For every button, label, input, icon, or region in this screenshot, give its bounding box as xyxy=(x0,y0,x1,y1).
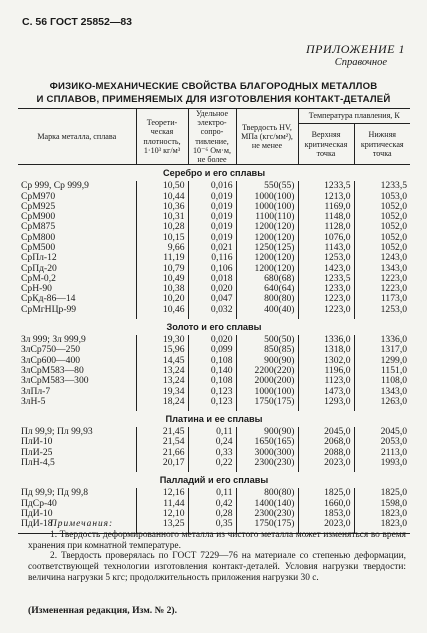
cell-lower-point: 1343,0 xyxy=(380,262,408,274)
cell-hardness: 1200(120) xyxy=(236,233,298,243)
table-row xyxy=(18,437,410,447)
cell-density: 13,24 xyxy=(136,366,188,376)
cell-hardness: 1200(120) xyxy=(236,264,298,274)
header-lower-point: Нижняя критическая точка xyxy=(354,124,410,165)
cell-upper-point: 1233,5 xyxy=(298,274,354,284)
cell-density: 10,28 xyxy=(136,222,188,232)
cell-density: 21,66 xyxy=(136,448,188,458)
cell-upper-point: 1302,0 xyxy=(298,356,354,366)
cell-density: 10,79 xyxy=(136,264,188,274)
cell-grade: ПлИ-10 xyxy=(18,437,136,447)
cell-resistivity: 0,021 xyxy=(188,243,236,253)
section-title: Платина и ее сплавы xyxy=(165,414,263,425)
cell-hardness: 2200(220) xyxy=(236,366,298,376)
cell-upper-point: 1293,0 xyxy=(298,397,354,407)
cell-hardness: 1650(165) xyxy=(236,437,298,447)
cell-density: 19,34 xyxy=(136,387,188,397)
cell-density: 20,17 xyxy=(136,458,188,468)
cell-grade: СрМгНЦр-99 xyxy=(18,305,136,315)
cell-upper-point: 1853,0 xyxy=(298,509,354,519)
cell-density: 12,10 xyxy=(136,509,188,519)
cell-density: 13,25 xyxy=(136,519,188,529)
cell-lower-point: 1243,0 xyxy=(380,252,408,264)
cell-lower-point: 1052,0 xyxy=(380,221,408,233)
cell-lower-point: 1253,0 xyxy=(380,303,408,315)
table-row xyxy=(18,181,410,191)
cell-upper-point: 1169,0 xyxy=(298,202,354,212)
cell-density: 15,96 xyxy=(136,345,188,355)
edition-note: (Измененная редакция, Изм. № 2). xyxy=(28,605,178,616)
table-row xyxy=(18,397,410,407)
cell-lower-point: 1299,0 xyxy=(380,354,408,366)
cell-lower-point: 1598,0 xyxy=(380,497,408,509)
cell-hardness: 3000(300) xyxy=(236,448,298,458)
cell-grade: СрМ-0,2 xyxy=(18,274,136,284)
cell-grade: СрПл-12 xyxy=(18,253,136,263)
cell-grade: СрМ800 xyxy=(18,233,136,243)
cell-grade: СрКд-86—14 xyxy=(18,294,136,304)
cell-resistivity: 0,108 xyxy=(188,356,236,366)
cell-resistivity: 0,33 xyxy=(188,448,236,458)
cell-grade: ЗлСр600—400 xyxy=(18,356,136,366)
cell-hardness: 900(90) xyxy=(236,356,298,366)
cell-resistivity: 0,116 xyxy=(188,253,236,263)
cell-lower-point: 1343,0 xyxy=(380,385,408,397)
cell-density: 10,49 xyxy=(136,274,188,284)
cell-hardness: 1000(100) xyxy=(236,192,298,202)
cell-resistivity: 0,28 xyxy=(188,509,236,519)
cell-hardness: 800(80) xyxy=(236,488,298,498)
cell-density: 19,30 xyxy=(136,335,188,345)
cell-grade: Пд 99,9; Пд 99,8 xyxy=(18,488,136,498)
cell-grade: ЗлПл-7 xyxy=(18,387,136,397)
cell-density: 10,36 xyxy=(136,202,188,212)
cell-density: 14,45 xyxy=(136,356,188,366)
cell-density: 9,66 xyxy=(136,243,188,253)
cell-resistivity: 0,35 xyxy=(188,519,236,529)
cell-hardness: 550(55) xyxy=(236,181,298,191)
page-header: С. 56 ГОСТ 25852—83 xyxy=(22,16,133,28)
cell-upper-point: 1143,0 xyxy=(298,243,354,253)
cell-upper-point: 1076,0 xyxy=(298,233,354,243)
cell-upper-point: 1223,0 xyxy=(298,294,354,304)
cell-hardness: 2300(230) xyxy=(236,458,298,468)
cell-resistivity: 0,019 xyxy=(188,212,236,222)
title-line-1: ФИЗИКО-МЕХАНИЧЕСКИЕ СВОЙСТВА БЛАГОРОДНЫХ МЕТАЛЛОВ xyxy=(49,81,378,92)
cell-resistivity: 0,019 xyxy=(188,222,236,232)
header-grade: Марка металла, сплава xyxy=(18,109,136,165)
cell-grade: ЗлСрМ583—300 xyxy=(18,376,136,386)
cell-resistivity: 0,032 xyxy=(188,305,236,315)
section-title: Палладий и его сплавы xyxy=(159,475,269,486)
cell-lower-point: 2045,0 xyxy=(380,426,408,438)
document-title xyxy=(0,80,427,106)
cell-resistivity: 0,108 xyxy=(188,376,236,386)
cell-resistivity: 0,140 xyxy=(188,366,236,376)
cell-lower-point: 1233,5 xyxy=(380,180,408,192)
cell-upper-point: 1148,0 xyxy=(298,212,354,222)
cell-resistivity: 0,123 xyxy=(188,387,236,397)
table-row xyxy=(18,488,410,498)
cell-lower-point: 1052,0 xyxy=(380,242,408,253)
cell-grade: ПдИ-10 xyxy=(18,509,136,519)
cell-upper-point: 1233,0 xyxy=(298,284,354,294)
section-title: Серебро и его сплавы xyxy=(162,168,266,179)
cell-lower-point: 1993,0 xyxy=(380,457,408,469)
cell-grade: ЗлСр750—250 xyxy=(18,345,136,355)
cell-hardness: 1400(140) xyxy=(236,499,298,509)
cell-density: 10,44 xyxy=(136,192,188,202)
header-melting-group: Температура плавления, К xyxy=(298,109,410,124)
cell-grade: ЗлСрМ583—80 xyxy=(18,366,136,376)
cell-lower-point: 1052,0 xyxy=(380,211,408,223)
cell-lower-point: 1108,0 xyxy=(380,375,408,387)
section-header xyxy=(18,411,410,427)
cell-density: 12,16 xyxy=(136,488,188,498)
cell-upper-point: 2023,0 xyxy=(298,458,354,468)
notes-block xyxy=(28,519,406,584)
cell-density: 10,46 xyxy=(136,305,188,315)
cell-grade: Пл 99,9; Пл 99,93 xyxy=(18,427,136,437)
cell-resistivity: 0,099 xyxy=(188,345,236,355)
cell-lower-point: 1223,0 xyxy=(380,283,408,295)
cell-upper-point: 1423,0 xyxy=(298,264,354,274)
cell-lower-point: 1823,0 xyxy=(380,518,408,530)
cell-lower-point: 1052,0 xyxy=(380,231,408,243)
cell-upper-point: 1223,0 xyxy=(298,305,354,315)
section-title: Золото и его сплавы xyxy=(166,322,262,333)
cell-hardness: 850(85) xyxy=(236,345,298,355)
cell-upper-point: 1318,0 xyxy=(298,345,354,355)
cell-upper-point: 2045,0 xyxy=(298,427,354,437)
table-row xyxy=(18,427,410,437)
cell-hardness: 1000(100) xyxy=(236,387,298,397)
cell-density: 13,24 xyxy=(136,376,188,386)
cell-density: 11,19 xyxy=(136,253,188,263)
appendix-label: ПРИЛОЖЕНИЕ 1 xyxy=(306,42,405,56)
note-2: 2. Твердость проверялась по ГОСТ 7229—76 на материале со степенью деформации, соответствующей технологии изготовления контакт-деталей. Условия нагрузки твердости: величина нагрузки 5 кгс; продолжительность приложения нагрузки 30 с. xyxy=(28,551,406,583)
cell-lower-point: 2113,0 xyxy=(380,446,408,458)
cell-grade: СрМ875 xyxy=(18,222,136,232)
cell-upper-point: 1196,0 xyxy=(298,366,354,376)
cell-grade: ПдИ-18 xyxy=(18,519,136,529)
cell-hardness: 400(40) xyxy=(236,305,298,315)
header-resistivity: Удельное электро-сопро-тивление, 10⁻⁶ Ом·м, не более xyxy=(188,109,236,165)
cell-hardness: 2300(230) xyxy=(236,509,298,519)
cell-upper-point: 1473,0 xyxy=(298,387,354,397)
cell-grade: СрМ925 xyxy=(18,202,136,212)
cell-upper-point: 1128,0 xyxy=(298,222,354,232)
cell-upper-point: 1213,0 xyxy=(298,192,354,202)
cell-density: 18,24 xyxy=(136,397,188,407)
cell-lower-point: 1151,0 xyxy=(380,364,408,376)
cell-density: 21,45 xyxy=(136,427,188,437)
cell-hardness: 1200(120) xyxy=(236,253,298,263)
table-row xyxy=(18,305,410,315)
table-body xyxy=(18,165,410,533)
cell-resistivity: 0,22 xyxy=(188,458,236,468)
cell-lower-point: 1317,0 xyxy=(380,344,408,356)
cell-lower-point: 1173,0 xyxy=(380,293,408,305)
cell-grade: СрМ500 xyxy=(18,243,136,253)
cell-lower-point: 1823,0 xyxy=(380,507,408,519)
cell-grade: ПлН-4,5 xyxy=(18,458,136,468)
header-hardness: Твердость HV, МПа (кгс/мм²), не менее xyxy=(236,109,298,165)
cell-density: 10,20 xyxy=(136,294,188,304)
cell-grade: ПлИ-25 xyxy=(18,448,136,458)
properties-table xyxy=(18,108,410,534)
cell-hardness: 1100(110) xyxy=(236,212,298,222)
cell-resistivity: 0,018 xyxy=(188,274,236,284)
notes-title: Примечания: xyxy=(50,519,114,529)
cell-hardness: 2000(200) xyxy=(236,376,298,386)
cell-lower-point: 1053,0 xyxy=(380,190,408,202)
cell-resistivity: 0,047 xyxy=(188,294,236,304)
cell-hardness: 1750(175) xyxy=(236,397,298,407)
section-header xyxy=(18,165,410,182)
cell-upper-point: 1253,0 xyxy=(298,253,354,263)
cell-resistivity: 0,020 xyxy=(188,284,236,294)
section-header xyxy=(18,472,410,488)
table-row xyxy=(18,499,410,509)
cell-upper-point: 2068,0 xyxy=(298,437,354,447)
cell-grade: Зл 999; Зл 999,9 xyxy=(18,335,136,345)
cell-upper-point: 1660,0 xyxy=(298,499,354,509)
cell-hardness: 1250(125) xyxy=(236,243,298,253)
cell-hardness: 640(64) xyxy=(236,284,298,294)
cell-resistivity: 0,123 xyxy=(188,397,236,407)
cell-resistivity: 0,106 xyxy=(188,264,236,274)
cell-resistivity: 0,11 xyxy=(188,427,236,437)
cell-upper-point: 1336,0 xyxy=(298,335,354,345)
cell-grade: Ср 999, Ср 999,9 xyxy=(18,181,136,191)
cell-upper-point: 2088,0 xyxy=(298,448,354,458)
cell-grade: СрН-90 xyxy=(18,284,136,294)
table-row xyxy=(18,509,410,519)
cell-grade: СрПд-20 xyxy=(18,264,136,274)
reference-label: Справочное xyxy=(334,57,387,68)
cell-density: 10,50 xyxy=(136,181,188,191)
cell-lower-point: 2053,0 xyxy=(380,436,408,448)
title-line-2: И СПЛАВОВ, ПРИМЕНЯЕМЫХ ДЛЯ ИЗГОТОВЛЕНИЯ КОНТАКТ-ДЕТАЛЕЙ xyxy=(36,94,391,105)
cell-upper-point: 1825,0 xyxy=(298,488,354,498)
cell-hardness: 500(50) xyxy=(236,335,298,345)
cell-density: 21,54 xyxy=(136,437,188,447)
cell-hardness: 800(80) xyxy=(236,294,298,304)
cell-density: 11,44 xyxy=(136,499,188,509)
cell-hardness: 1200(120) xyxy=(236,222,298,232)
cell-lower-point: 1052,0 xyxy=(380,200,408,212)
cell-resistivity: 0,24 xyxy=(188,437,236,447)
header-upper-point: Верхняя критическая точка xyxy=(298,124,354,165)
cell-resistivity: 0,019 xyxy=(188,233,236,243)
cell-lower-point: 1263,0 xyxy=(380,395,408,407)
cell-resistivity: 0,020 xyxy=(188,335,236,345)
cell-grade: ЗлН-5 xyxy=(18,397,136,407)
cell-upper-point: 1123,0 xyxy=(298,376,354,386)
cell-resistivity: 0,016 xyxy=(188,181,236,191)
cell-resistivity: 0,42 xyxy=(188,499,236,509)
cell-density: 10,38 xyxy=(136,284,188,294)
cell-grade: ПдСр-40 xyxy=(18,499,136,509)
cell-density: 10,15 xyxy=(136,233,188,243)
cell-resistivity: 0,019 xyxy=(188,202,236,212)
cell-hardness: 900(90) xyxy=(236,427,298,437)
note-1: 1. Твердость деформированного металла из чистого металла может изменяться во время хранения при комнатной температуре. xyxy=(28,529,406,551)
cell-lower-point: 1336,0 xyxy=(380,334,408,346)
cell-upper-point: 2023,0 xyxy=(298,519,354,529)
cell-density: 10,31 xyxy=(136,212,188,222)
cell-hardness: 680(68) xyxy=(236,274,298,284)
cell-grade: СрМ970 xyxy=(18,192,136,202)
table-row xyxy=(18,448,410,458)
header-density: Теорети-ческая плотность, 1·10³ кг/м³ xyxy=(136,109,188,165)
cell-upper-point: 1233,5 xyxy=(298,181,354,191)
cell-resistivity: 0,11 xyxy=(188,488,236,498)
table-row xyxy=(18,458,410,468)
cell-hardness: 1750(175) xyxy=(236,519,298,529)
cell-lower-point: 1825,0 xyxy=(380,487,408,499)
section-header xyxy=(18,319,410,335)
cell-lower-point: 1223,0 xyxy=(380,272,408,284)
cell-resistivity: 0,019 xyxy=(188,192,236,202)
cell-hardness: 1000(100) xyxy=(236,202,298,212)
cell-grade: СрМ900 xyxy=(18,212,136,222)
